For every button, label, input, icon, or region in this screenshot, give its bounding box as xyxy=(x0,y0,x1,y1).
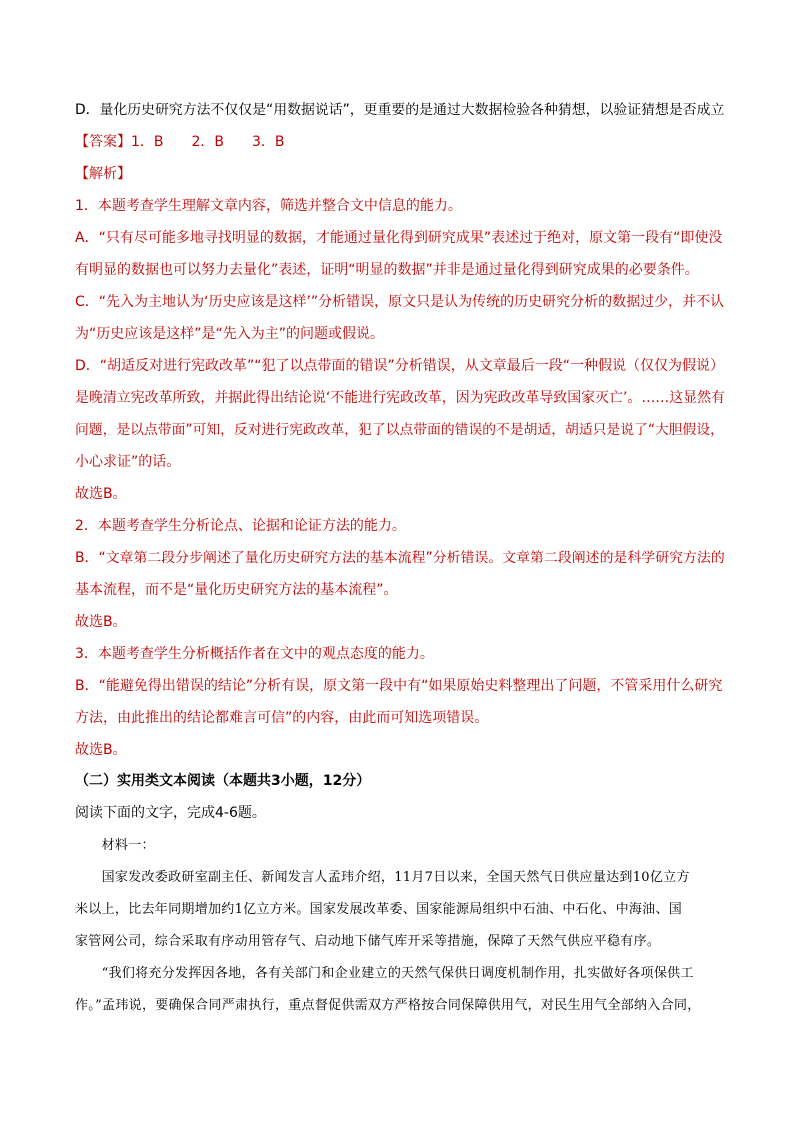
analysis-q1-conclusion: 故选B。 xyxy=(75,486,127,502)
material-paragraph-2-line2: 作。”孟玮说，要确保合同严肃执行，重点督促供需双方严格按合同保障供用气，对民生用气全部纳入合同， xyxy=(75,998,701,1013)
material-one-label: 材料一： xyxy=(75,838,155,853)
analysis-q2-conclusion: 故选B。 xyxy=(75,614,127,630)
analysis-q3-conclusion: 故选B。 xyxy=(75,742,127,758)
analysis-q3-b-line1: B．“能避免得出错误的结论”分析有误，原文第一段中有“如果原始史料整理出了问题，不管采用什么研究 xyxy=(75,678,723,694)
analysis-q2-b-line2: 基本流程，而不是“量化历史研究方法的基本流程”。 xyxy=(75,582,398,598)
analysis-q1-d-line1: D．“胡适反对进行宪政改革”“犯了以点带面的错误”分析错误，从文章最后一段“一种假说（仅仅为假说） xyxy=(75,358,725,374)
material-paragraph-2-line1: “我们将充分发挥因各地，各有关部门和企业建立的天然气保供日调度机制作用，扎实做好各项保供工 xyxy=(75,966,694,981)
section-heading: （二）实用类文本阅读（本题共3小题，12分） xyxy=(75,773,371,789)
answer-line: 【答案】1．B 2．B 3．B xyxy=(75,134,285,150)
analysis-q1: 1．本题考查学生理解文章内容，筛选并整合文中信息的能力。 xyxy=(75,198,462,214)
analysis-q1-c-line2: 为“历史应该是这样”是“先入为主”的问题或假说。 xyxy=(75,326,385,342)
analysis-q3-b-line2: 方法，由此推出的结论都难言可信”的内容，由此而可知选项错误。 xyxy=(75,710,489,726)
reading-instruction: 阅读下面的文字，完成4-6题。 xyxy=(75,805,266,821)
analysis-heading: 【解析】 xyxy=(75,166,131,182)
analysis-q3: 3．本题考查学生分析概括作者在文中的观点态度的能力。 xyxy=(75,646,434,662)
material-paragraph-1-line2: 米以上，比去年同期增加约1亿立方米。国家发展改革委、国家能源局组织中石油、中石化、中海油、国 xyxy=(75,902,683,917)
analysis-q1-d-line2: 是晚清立宪改革所致，并据此得出结论说‘不能进行宪政改革，因为宪政改革导致国家灭亡’。……这显然有 xyxy=(75,390,725,406)
material-paragraph-1-line1: 国家发改委政研室副主任、新闻发言人孟玮介绍，11月7日以来，全国天然气日供应量达到10亿立方 xyxy=(75,870,690,885)
material-paragraph-1-line3: 家管网公司，综合采取有序动用管存气、启动地下储气库开采等措施，保障了天然气供应平稳有序。 xyxy=(75,934,661,949)
analysis-q2: 2．本题考查学生分析论点、论据和论证方法的能力。 xyxy=(75,518,406,534)
analysis-q2-b-line1: B．“文章第二段分步阐述了量化历史研究方法的基本流程”分析错误。文章第二段阐述的是科学研究方法的 xyxy=(75,550,725,566)
analysis-q1-a-line2: 有明显的数据也可以努力去量化”表述，证明“明显的数据”并非是通过量化得到研究成果的必要条件。 xyxy=(75,262,699,278)
analysis-q1-d-line3: 问题，是以点带面”可知，反对进行宪政改革，犯了以点带面的错误的不是胡适，胡适只是说了“大胆假设， xyxy=(75,422,724,438)
analysis-q1-c-line1: C．“先入为主地认为‘历史应该是这样’”分析错误，原文只是认为传统的历史研究分析的数据过少，并不认 xyxy=(75,294,725,310)
analysis-q1-d-line4: 小心求证”的话。 xyxy=(75,454,181,470)
analysis-q1-a-line1: A．“只有尽可能多地寻找明显的数据，才能通过量化得到研究成果”表述过于绝对，原文第一段有“即使没 xyxy=(75,230,723,246)
option-d-text: D．量化历史研究方法不仅仅是“用数据说话”，更重要的是通过大数据检验各种猜想，以验证猜想是否成立 xyxy=(75,102,725,118)
